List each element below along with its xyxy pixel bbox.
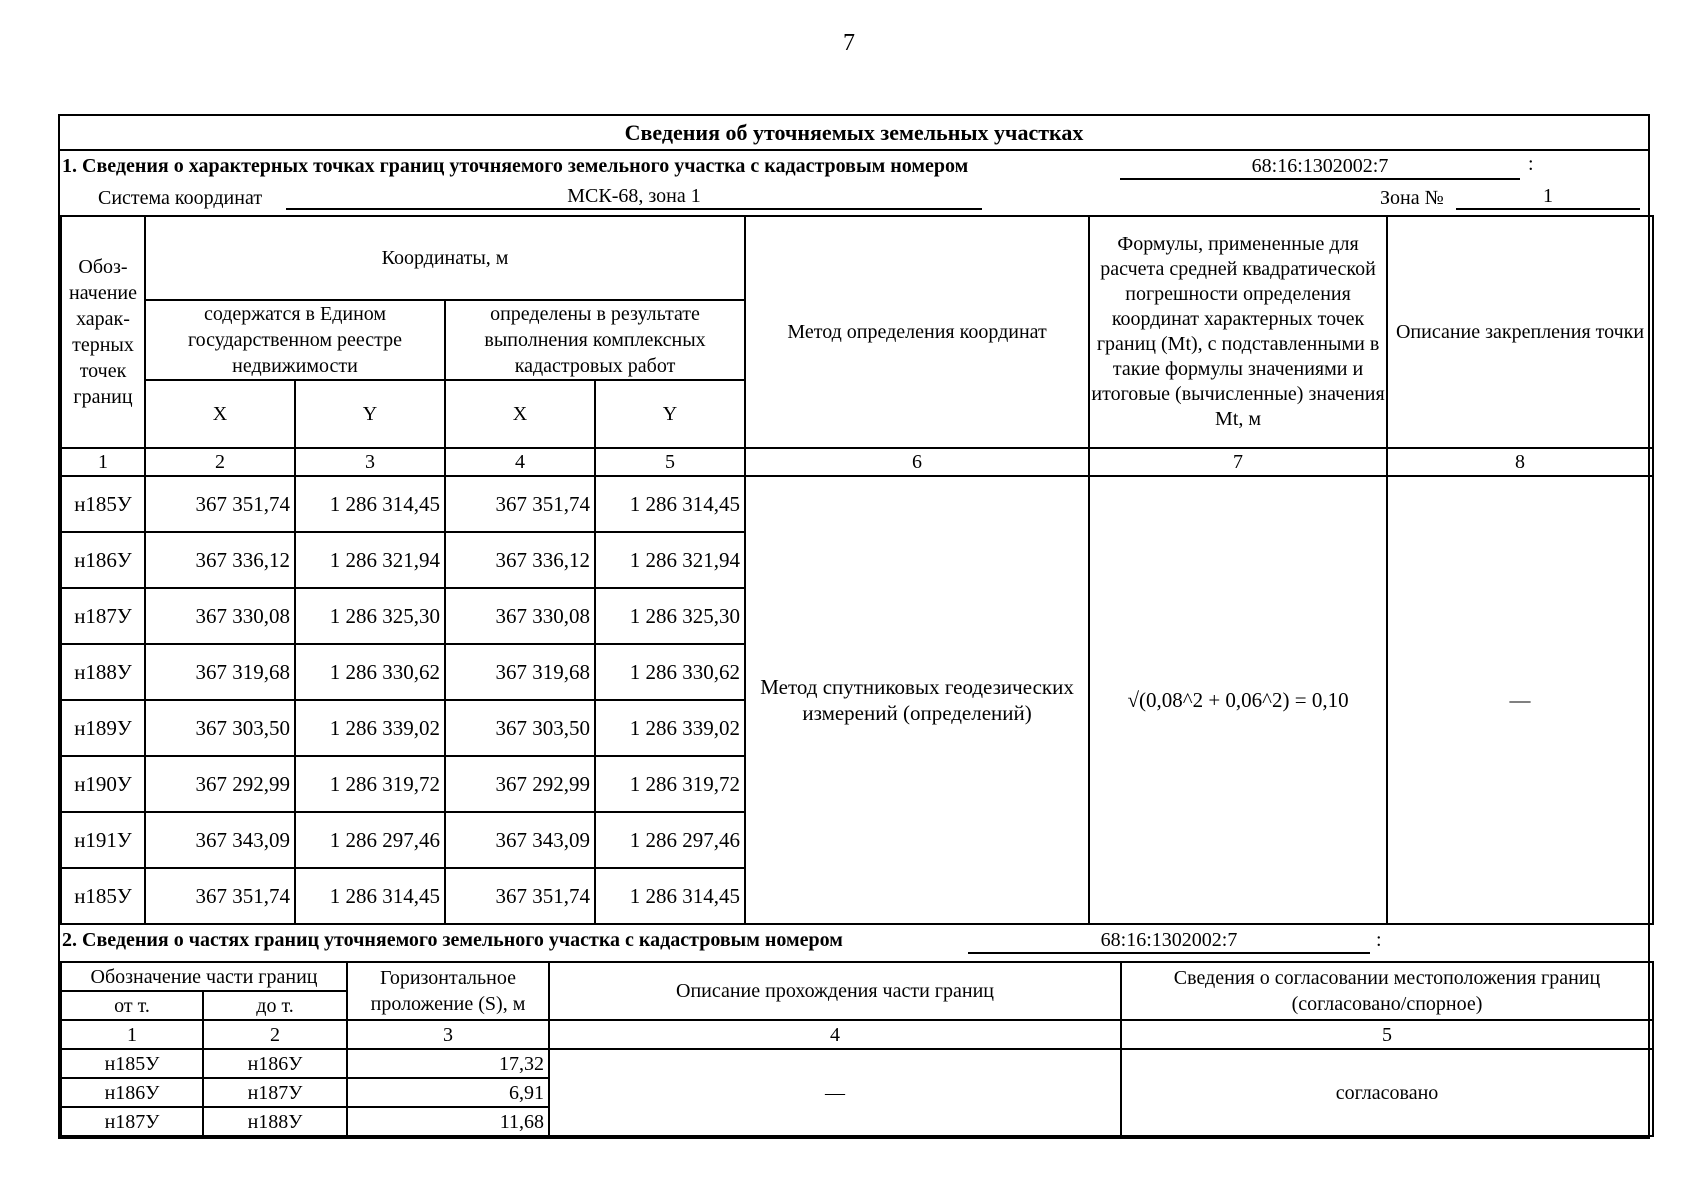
description-value: — bbox=[1387, 476, 1653, 924]
point-id: н188У bbox=[61, 644, 145, 700]
length-value: 11,68 bbox=[347, 1107, 549, 1136]
col-number: 2 bbox=[145, 448, 295, 476]
section2-cadastral-number: 68:16:1302002:7 bbox=[968, 929, 1370, 954]
col-number: 5 bbox=[1121, 1020, 1653, 1049]
col-number: 7 bbox=[1089, 448, 1387, 476]
col-number: 3 bbox=[295, 448, 445, 476]
column-numbers-row bbox=[61, 448, 1653, 476]
from-point: н187У bbox=[61, 1107, 203, 1136]
header-to: до т. bbox=[203, 991, 347, 1020]
x-kkr: 367 292,99 bbox=[445, 756, 595, 812]
col-number: 1 bbox=[61, 448, 145, 476]
x-kkr: 367 343,09 bbox=[445, 812, 595, 868]
x-egrn: 367 319,68 bbox=[145, 644, 295, 700]
section2-heading-row bbox=[60, 925, 1648, 961]
header-kkr: определены в результате выполнения комплексных кадастровых работ bbox=[445, 300, 745, 380]
coord-system-row bbox=[60, 185, 1648, 215]
header-coordinates: Координаты, м bbox=[145, 216, 745, 300]
column-numbers-row bbox=[61, 1020, 1653, 1049]
x-kkr: 367 330,08 bbox=[445, 588, 595, 644]
y-egrn: 1 286 319,72 bbox=[295, 756, 445, 812]
point-id: н189У bbox=[61, 700, 145, 756]
coord-system-value: МСК-68, зона 1 bbox=[286, 185, 982, 210]
to-point: н186У bbox=[203, 1049, 347, 1078]
section2-heading: 2. Сведения о частях границ уточняемого земельного участка с кадастровым номером bbox=[62, 929, 843, 951]
col-number: 1 bbox=[61, 1020, 203, 1049]
page-number: 7 bbox=[843, 30, 855, 56]
y-egrn: 1 286 321,94 bbox=[295, 532, 445, 588]
point-id: н185У bbox=[61, 476, 145, 532]
formula-value: √(0,08^2 + 0,06^2) = 0,10 bbox=[1089, 476, 1387, 924]
x-egrn: 367 343,09 bbox=[145, 812, 295, 868]
x-kkr: 367 351,74 bbox=[445, 868, 595, 924]
header-agreement: Сведения о согласовании местоположения границ (согласовано/спорное) bbox=[1121, 962, 1653, 1020]
x-egrn: 367 330,08 bbox=[145, 588, 295, 644]
y-kkr: 1 286 325,30 bbox=[595, 588, 745, 644]
section1-colon: : bbox=[1528, 153, 1534, 175]
document-frame bbox=[58, 114, 1650, 1139]
col-number: 4 bbox=[445, 448, 595, 476]
y-egrn: 1 286 325,30 bbox=[295, 588, 445, 644]
to-point: н187У bbox=[203, 1078, 347, 1107]
y-egrn: 1 286 330,62 bbox=[295, 644, 445, 700]
col-number: 2 bbox=[203, 1020, 347, 1049]
x-kkr: 367 336,12 bbox=[445, 532, 595, 588]
length-value: 6,91 bbox=[347, 1078, 549, 1107]
y-kkr: 1 286 319,72 bbox=[595, 756, 745, 812]
point-id: н186У bbox=[61, 532, 145, 588]
y-kkr: 1 286 314,45 bbox=[595, 476, 745, 532]
col-number: 5 bbox=[595, 448, 745, 476]
y-kkr: 1 286 339,02 bbox=[595, 700, 745, 756]
from-point: н185У bbox=[61, 1049, 203, 1078]
header-passage: Описание прохождения части границ bbox=[549, 962, 1121, 1020]
y-kkr: 1 286 321,94 bbox=[595, 532, 745, 588]
x-egrn: 367 336,12 bbox=[145, 532, 295, 588]
point-id: н187У bbox=[61, 588, 145, 644]
section1-heading: 1. Сведения о характерных точках границ уточняемого земельного участка с кадастровым номером bbox=[62, 155, 969, 177]
to-point: н188У bbox=[203, 1107, 347, 1136]
y-egrn: 1 286 314,45 bbox=[295, 868, 445, 924]
section1-cadastral-number: 68:16:1302002:7 bbox=[1120, 155, 1520, 180]
header-formula: Формулы, примененные для расчета средней квадратической погрешности определения координат характерных точек границ (Mt), с подставленными в такие формулы значениями и итоговые (вычисленные) значения Mt, м bbox=[1089, 216, 1387, 448]
y-kkr: 1 286 314,45 bbox=[595, 868, 745, 924]
from-point: н186У bbox=[61, 1078, 203, 1107]
x-egrn: 367 351,74 bbox=[145, 476, 295, 532]
x-egrn: 367 351,74 bbox=[145, 868, 295, 924]
x-egrn: 367 292,99 bbox=[145, 756, 295, 812]
header-description: Описание закрепления точки bbox=[1387, 216, 1653, 448]
col-number: 8 bbox=[1387, 448, 1653, 476]
col-number: 3 bbox=[347, 1020, 549, 1049]
zone-label: Зона № bbox=[1380, 187, 1444, 209]
header-point-designation: Обоз-начение харак-терных точек границ bbox=[61, 216, 145, 448]
length-value: 17,32 bbox=[347, 1049, 549, 1078]
document-title: Сведения об уточняемых земельных участках bbox=[60, 116, 1648, 150]
section1-heading-row bbox=[60, 151, 1648, 185]
y-egrn: 1 286 339,02 bbox=[295, 700, 445, 756]
agreement-value: согласовано bbox=[1121, 1049, 1653, 1136]
header-y-egrn: Y bbox=[295, 380, 445, 448]
col-number: 6 bbox=[745, 448, 1089, 476]
header-method: Метод определения координат bbox=[745, 216, 1089, 448]
header-egrn: содержатся в Едином государственном реестре недвижимости bbox=[145, 300, 445, 380]
method-value: Метод спутниковых геодезических измерений (определений) bbox=[745, 476, 1089, 924]
boundary-parts-table bbox=[60, 961, 1654, 1137]
x-kkr: 367 319,68 bbox=[445, 644, 595, 700]
y-kkr: 1 286 330,62 bbox=[595, 644, 745, 700]
coord-system-label: Система координат bbox=[98, 187, 263, 209]
header-length: Горизонтальное проложение (S), м bbox=[347, 962, 549, 1020]
title-table bbox=[60, 116, 1648, 151]
x-kkr: 367 351,74 bbox=[445, 476, 595, 532]
y-egrn: 1 286 314,45 bbox=[295, 476, 445, 532]
y-egrn: 1 286 297,46 bbox=[295, 812, 445, 868]
x-egrn: 367 303,50 bbox=[145, 700, 295, 756]
table-row bbox=[61, 1049, 1653, 1078]
point-id: н190У bbox=[61, 756, 145, 812]
x-kkr: 367 303,50 bbox=[445, 700, 595, 756]
passage-value: — bbox=[549, 1049, 1121, 1136]
point-id: н191У bbox=[61, 812, 145, 868]
y-kkr: 1 286 297,46 bbox=[595, 812, 745, 868]
header-x-egrn: X bbox=[145, 380, 295, 448]
points-table bbox=[60, 215, 1654, 925]
col-number: 4 bbox=[549, 1020, 1121, 1049]
header-part: Обозначение части границ bbox=[61, 962, 347, 991]
point-id: н185У bbox=[61, 868, 145, 924]
header-from: от т. bbox=[61, 991, 203, 1020]
header-x-kkr: X bbox=[445, 380, 595, 448]
section2-colon: : bbox=[1376, 929, 1382, 951]
table-row bbox=[61, 476, 1653, 532]
header-y-kkr: Y bbox=[595, 380, 745, 448]
zone-value: 1 bbox=[1456, 185, 1640, 210]
